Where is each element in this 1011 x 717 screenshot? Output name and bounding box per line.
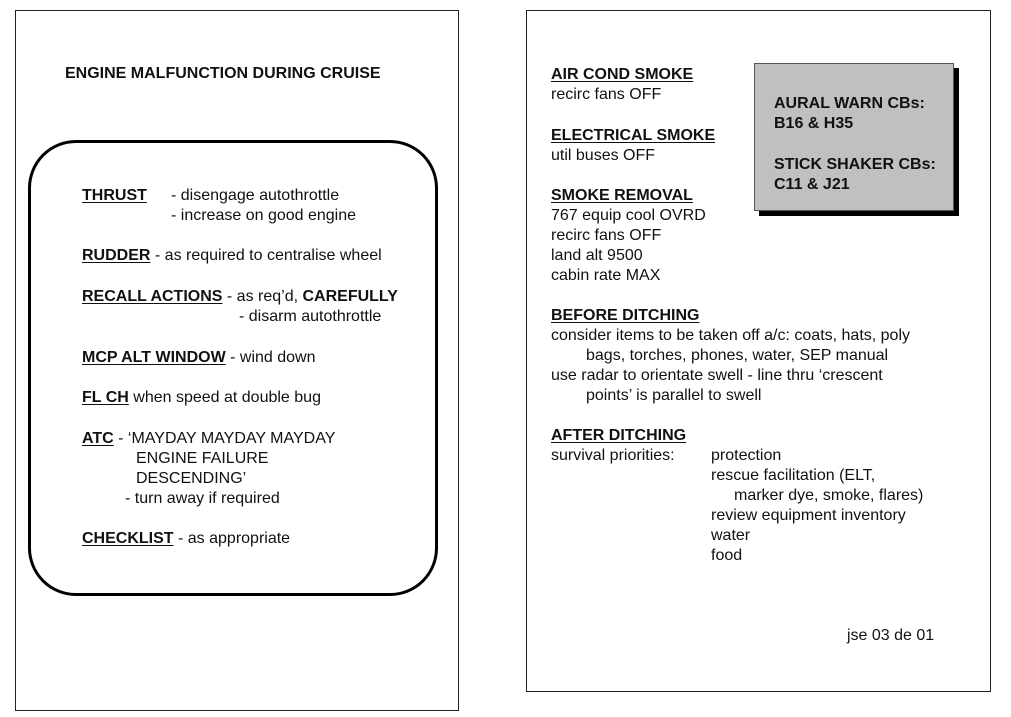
atc-line-3: DESCENDING’ (136, 470, 247, 487)
recall-label: RECALL ACTIONS (82, 288, 223, 305)
smoke-removal-line: recirc fans OFF (551, 227, 662, 244)
stick-shaker-label: STICK SHAKER CBs: (774, 156, 936, 173)
before-ditching-line: use radar to orientate swell - line thru ‘crescent (551, 367, 883, 384)
right-card (526, 10, 991, 692)
atc-item (82, 429, 335, 449)
electrical-line: util buses OFF (551, 147, 656, 164)
air-cond-heading: AIR COND SMOKE (551, 66, 694, 83)
atc-line-2: ENGINE FAILURE (136, 450, 269, 467)
smoke-removal-line: 767 equip cool OVRD (551, 207, 706, 224)
survival-item: rescue facilitation (ELT, (711, 467, 876, 484)
atc-line-4: - turn away if required (125, 490, 280, 507)
atc-text: - ‘MAYDAY MAYDAY MAYDAY (113, 430, 336, 447)
mcp-text: - wind down (225, 349, 316, 366)
before-ditching-line: bags, torches, phones, water, SEP manual (586, 347, 889, 364)
card-title: ENGINE MALFUNCTION DURING CRUISE (65, 65, 381, 82)
atc-label: ATC (82, 430, 114, 447)
rudder-label: RUDDER (82, 247, 151, 264)
thrust-line-1: - disengage autothrottle (171, 187, 340, 204)
recall-text: - as req’d, (222, 288, 303, 305)
smoke-removal-line: cabin rate MAX (551, 267, 661, 284)
smoke-removal-line: land alt 9500 (551, 247, 643, 264)
survival-label: survival priorities: (551, 447, 675, 464)
thrust-line-2: - increase on good engine (171, 207, 357, 224)
before-ditching-line: points’ is parallel to swell (586, 387, 762, 404)
survival-item: food (711, 547, 743, 564)
survival-item: protection (711, 447, 782, 464)
thrust-item (82, 186, 147, 206)
mcp-item (82, 348, 316, 368)
checklist-text: - as appropriate (173, 530, 291, 547)
left-card (15, 10, 459, 711)
air-cond-line: recirc fans OFF (551, 86, 662, 103)
aural-warn-label: AURAL WARN CBs: (774, 95, 925, 112)
rudder-text: - as required to centralise wheel (150, 247, 382, 264)
aural-warn-value: B16 & H35 (774, 115, 854, 132)
after-ditching-heading: AFTER DITCHING (551, 427, 687, 444)
mcp-label: MCP ALT WINDOW (82, 349, 226, 366)
flch-label: FL CH (82, 389, 129, 406)
smoke-removal-heading: SMOKE REMOVAL (551, 187, 693, 204)
thrust-label: THRUST (82, 187, 147, 204)
survival-item: marker dye, smoke, flares) (734, 487, 924, 504)
flch-item (82, 388, 321, 408)
circuit-breaker-box (754, 63, 954, 211)
electrical-heading: ELECTRICAL SMOKE (551, 127, 716, 144)
checklist-item (82, 529, 290, 549)
stick-shaker-value: C11 & J21 (774, 176, 850, 193)
checklist-label: CHECKLIST (82, 530, 174, 547)
recall-emphasis: CAREFULLY (302, 288, 398, 305)
before-ditching-line: consider items to be taken off a/c: coats, hats, poly (551, 327, 911, 344)
rudder-item (82, 246, 382, 266)
recall-line-2: - disarm autothrottle (239, 308, 382, 325)
before-ditching-heading: BEFORE DITCHING (551, 307, 700, 324)
recall-item (82, 287, 398, 307)
flch-text: when speed at double bug (128, 389, 321, 406)
survival-item: water (711, 527, 751, 544)
survival-item: review equipment inventory (711, 507, 906, 524)
footer-ref: jse 03 de 01 (847, 627, 935, 644)
